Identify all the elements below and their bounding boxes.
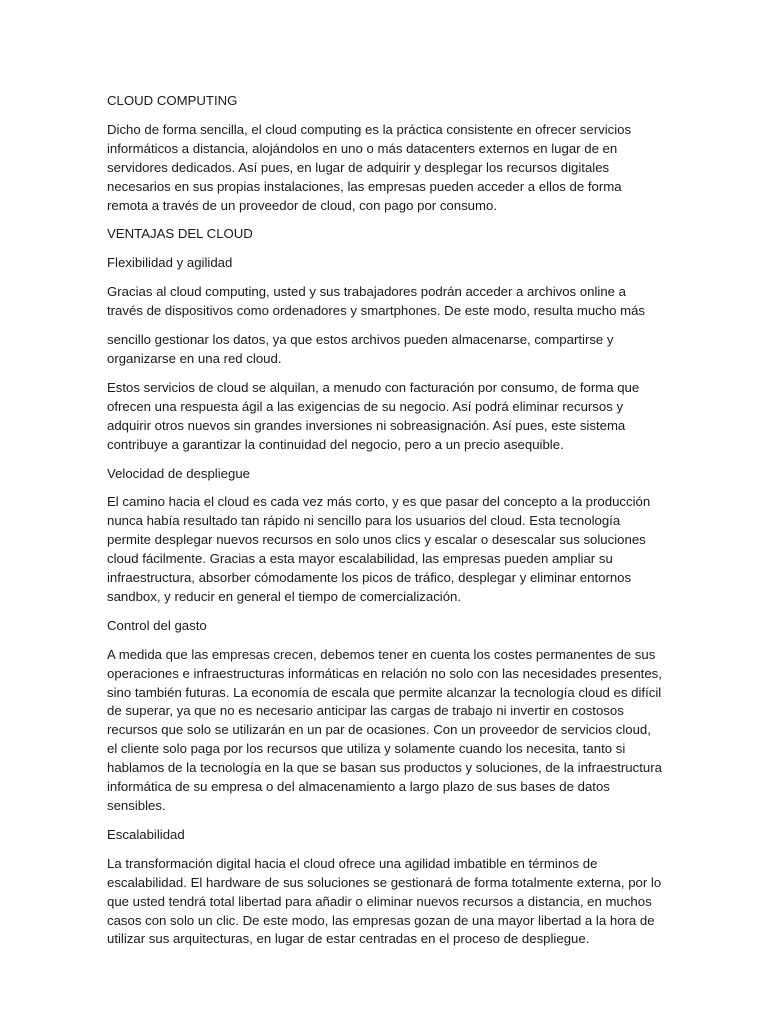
section-heading-velocidad: Velocidad de despliegue: [107, 465, 250, 481]
section-paragraph: El camino hacia el cloud es cada vez más corto, y es que pasar del concepto a la producción nunca había resultado tan rápido ni sencillo para los usuarios del cloud. Esta tecnología permite desplegar nuevos recursos en solo unos clics y escalar o desescalar sus soluciones cloud fácilmente. Gracias a esta mayor escalabilidad, las empresas pueden ampliar su infraestructura, absorber cómodamente los picos de tráfico, desplegar y eliminar entornos sandbox, y reducir en general el tiempo de comercialización.: [107, 494, 651, 604]
intro-paragraph: Dicho de forma sencilla, el cloud computing es la práctica consistente en ofrecer servicios informáticos a distancia, alojándolos en uno o más datacenters externos en lugar de en servidores dedicados. Así pues, en lugar de adquirir y desplegar los recursos digitales necesarios en sus propias instalaciones, las empresas pueden acceder a ellos de forma remota a través de un proveedor de cloud, con pago por consumo.: [107, 121, 632, 213]
section-heading-escalabilidad: Escalabilidad: [107, 826, 185, 842]
section-paragraph: Estos servicios de cloud se alquilan, a menudo con facturación por consumo, de forma que ofrecen una respuesta ágil a las exigencias de su negocio. Así podrá eliminar recursos y adquirir otros nuevos sin grandes inversiones ni sobreasignación. Así pues, este sistema contribuye a garantizar la continuidad del negocio, pero a un precio asequible.: [107, 379, 640, 452]
section-paragraph: sencillo gestionar los datos, ya que estos archivos pueden almacenarse, compartirse y organizarse en una red cloud.: [107, 332, 614, 366]
section-heading-control: Control del gasto: [107, 617, 207, 633]
advantages-heading: VENTAJAS DEL CLOUD: [107, 226, 253, 242]
section-paragraph: La transformación digital hacia el cloud ofrece una agilidad imbatible en términos de escalabilidad. El hardware de sus soluciones se gestionará de forma totalmente externa, por lo que usted tendrá total libertad para añadir o eliminar nuevos recursos a distancia, en muchos casos con solo un clic. De este modo, las empresas gozan de una mayor libertad a la hora de utilizar sus arquitecturas, en lugar de estar centradas en el proceso de despliegue.: [107, 855, 662, 947]
section-paragraph: Gracias al cloud computing, usted y sus trabajadores podrán acceder a archivos online a través de dispositivos como ordenadores y smartphones. De este modo, resulta mucho más: [107, 284, 646, 319]
section-paragraph: A medida que las empresas crecen, debemos tener en cuenta los costes permanentes de sus operaciones e infraestructuras informáticas en relación no solo con las necesidades presentes, sino también futuras. La economía de escala que permite alcanzar la tecnología cloud es difícil de superar, ya que no es necesario anticipar las cargas de trabajo ni invertir en costosos recursos que solo se utilizarán en un par de ocasiones. Con un proveedor de servicios cloud, el cliente solo paga por los recursos que utiliza y solamente cuando los necesita, tanto si hablamos de la tecnología en la que se basan sus productos y soluciones, de la infraestructura informática de su empresa o del almacenamiento a largo plazo de sus bases de datos sensibles.: [107, 646, 662, 813]
section-heading-flexibilidad: Flexibilidad y agilidad: [107, 255, 233, 271]
document-page: [107, 92, 663, 959]
document-title: CLOUD COMPUTING: [107, 93, 238, 108]
